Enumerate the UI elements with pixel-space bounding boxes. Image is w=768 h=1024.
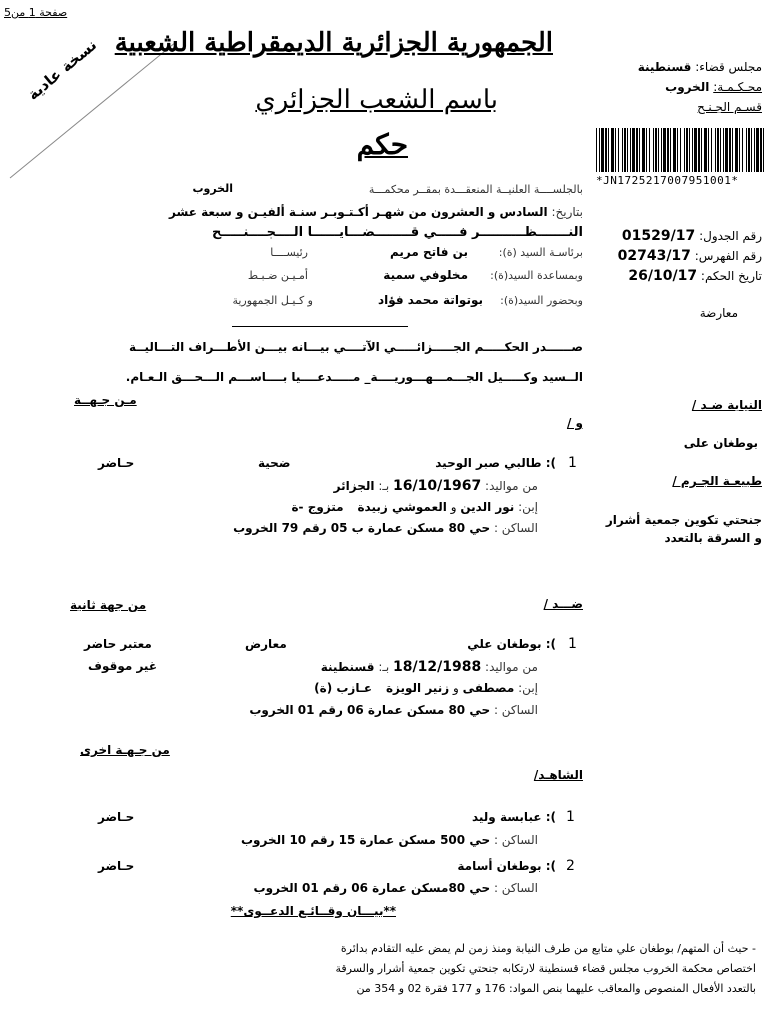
barcode-bar xyxy=(751,128,752,172)
party1-parents xyxy=(291,500,538,514)
witness2-address-label: الساكن : xyxy=(493,881,538,895)
barcode-bar xyxy=(739,128,740,172)
body-line-2: اختصاص محكمة الخروب مجلس قضاء قسنطينة لارتكابه جنحتي تكوين جمعية أشرار والسرقة xyxy=(335,962,756,975)
barcode-bar xyxy=(658,128,659,172)
barcode-bar xyxy=(698,128,700,172)
from-side-label: مـن جـهــة xyxy=(74,393,137,407)
party1-role: ضحية xyxy=(258,456,291,470)
witness1-name: ): عبابسة وليد xyxy=(471,810,556,824)
barcode-bar xyxy=(701,128,702,172)
court-row xyxy=(665,80,762,94)
barcode-bar xyxy=(670,128,671,172)
accused-birth-label: من مواليد: xyxy=(485,660,538,674)
people-heading: باسم الشعب الجزائري xyxy=(255,85,498,115)
session-date-label: بتاريخ: xyxy=(551,205,583,219)
party1-and: و xyxy=(450,500,457,514)
republic-heading: الجمهورية الجزائرية الديمقراطية الشعبية xyxy=(114,28,553,58)
barcode-bar xyxy=(756,128,759,172)
barcode-bar xyxy=(715,128,716,172)
barcode-bar xyxy=(601,128,604,172)
table-number-row xyxy=(622,228,762,244)
witness2-address-row xyxy=(254,881,538,895)
side-defendant: بوطغان على xyxy=(683,436,758,450)
party1-birth-date: 16/10/1967 xyxy=(393,478,482,494)
party1-address: حي 80 مسكن عمارة ب 05 رقم 79 الخروب xyxy=(233,521,491,535)
barcode-bar xyxy=(760,128,762,172)
barcode-bar xyxy=(596,128,597,172)
party1-birth xyxy=(334,478,538,494)
party1-father: نور الدين xyxy=(460,500,515,514)
accused-mother: زنير الويزة xyxy=(385,681,450,695)
witness1-number: 1 xyxy=(566,809,575,825)
assist-role: أمـيـن ضـبـط xyxy=(247,269,308,282)
barcode-bar xyxy=(622,128,623,172)
accused-birth-date: 18/12/1988 xyxy=(393,659,482,675)
barcode-bar xyxy=(723,128,724,172)
barcode-bar xyxy=(653,128,654,172)
date-label: تاريخ الحكم: xyxy=(700,269,762,283)
barcode-bar xyxy=(615,128,616,172)
body-line-3: بالتعدد الأفعال المنصوص والمعاقب عليهما بنص المواد: 176 و 177 فقرة 02 و 354 من xyxy=(356,982,756,995)
barcode-bar xyxy=(642,128,645,172)
index-label: رقم الفهرس: xyxy=(694,249,762,263)
session-date-row xyxy=(169,205,583,219)
barcode-bar xyxy=(639,128,640,172)
opposition-label: معارضة xyxy=(699,306,738,320)
presence-name: بوتواتة محمد فؤاد xyxy=(377,293,483,307)
barcode-bar xyxy=(711,128,712,172)
barcode-bar xyxy=(729,128,731,172)
separator-line xyxy=(232,326,408,327)
barcode-bar xyxy=(720,128,721,172)
presence-role: و كـيـل الجمهورية xyxy=(232,294,313,307)
barcode-bar xyxy=(763,128,764,172)
barcode-bar xyxy=(680,128,681,172)
prosecution-against: النيابة ضـد / xyxy=(691,398,762,412)
party1-marital: متزوج -ة xyxy=(291,500,344,514)
barcode-bar xyxy=(689,128,690,172)
accused-number: 1 xyxy=(568,636,577,652)
accused-name: ): بوطغان علي xyxy=(467,637,556,651)
stamp-text: نسخة عادية xyxy=(24,35,101,104)
barcode-bar xyxy=(686,128,688,172)
verdict-heading: حكم xyxy=(356,128,408,161)
barcode-bar xyxy=(692,128,693,172)
party1-parent-label: إبن: xyxy=(518,500,538,514)
facts-title: **بيـــان وقــائـع الدعــوى** xyxy=(230,904,396,918)
party1-name: ): طالبي صبر الوحيد xyxy=(435,456,556,470)
date-value: 26/10/17 xyxy=(628,268,698,284)
accused-birth xyxy=(321,659,538,675)
barcode-bar xyxy=(627,128,628,172)
index-number-row xyxy=(618,248,762,264)
charge-line-1: جنحتي تكوين جمعية أشرار xyxy=(605,513,762,527)
barcode-bar xyxy=(754,128,755,172)
party1-birth-place: الجزائر xyxy=(333,479,375,493)
witness2-name: ): بوطغان أسامة xyxy=(457,859,556,873)
barcode-bar xyxy=(646,128,647,172)
barcode-bar xyxy=(717,128,719,172)
accused-marital: عـازب (ة) xyxy=(314,681,373,695)
witness1-status: حـاضر xyxy=(98,810,135,824)
barcode-bar xyxy=(746,128,747,172)
party1-birth-in: بـ: xyxy=(378,479,390,493)
council-value: قسنطينة xyxy=(637,60,692,74)
barcode-bar xyxy=(611,128,614,172)
barcode-bar xyxy=(667,128,669,172)
party1-mother: العموشي زبيدة xyxy=(357,500,447,514)
barcode-bar xyxy=(694,128,697,172)
accused-birth-in: بـ: xyxy=(378,660,390,674)
accused-role: معارض xyxy=(245,637,287,651)
council-label: مجلس قضاء: xyxy=(695,60,762,74)
barcode-bar xyxy=(605,128,607,172)
party1-status: حـاضر xyxy=(98,456,135,470)
barcode-bar xyxy=(673,128,676,172)
barcode-bar xyxy=(677,128,678,172)
assist-name: مخلوفي سمية xyxy=(383,268,468,282)
prosecutor-line: الــسيد وكـــــيل الجـــمـــهـــوريــــة_ مـــــدعــــيا بــــاســـم الـــحـــق الـعـام. xyxy=(125,370,583,384)
barcode-bar xyxy=(624,128,626,172)
barcode-bar xyxy=(725,128,728,172)
party-and-label: و / xyxy=(566,416,583,430)
barcode-bar xyxy=(618,128,619,172)
accused-address: حي 80 مسكن عمارة 06 رقم 01 الخروب xyxy=(249,703,491,717)
accused-and: و xyxy=(452,681,459,695)
stamp-frame xyxy=(8,40,178,180)
court-label: محـكـمـة: xyxy=(713,80,762,94)
president-role: رئيســــا xyxy=(270,246,308,259)
accused-father: مصطفى xyxy=(462,681,515,695)
barcode-image xyxy=(596,128,766,172)
barcode-bar xyxy=(649,128,650,172)
party1-address-row xyxy=(233,521,538,535)
accused-address-label: الساكن : xyxy=(493,703,538,717)
court-value: الخروب xyxy=(665,80,710,94)
verdict-date-row xyxy=(628,268,762,284)
barcode-bar xyxy=(684,128,685,172)
witness-title: الشاهـد/ xyxy=(533,768,583,782)
presence-label: وبحضور السيد(ة): xyxy=(500,294,583,307)
session-subject: النـــــــظــــــــــر فـــــي قــــــــضـــايــــــا الــــجــــنـــــح xyxy=(211,225,583,240)
barcode-bar xyxy=(732,128,733,172)
section-label: قسـم الجـنـح xyxy=(697,100,762,114)
party1-number: 1 xyxy=(568,455,577,471)
party1-birth-label: من مواليد: xyxy=(485,479,538,493)
barcode-bar xyxy=(632,128,635,172)
page-number: صفحة 1 من5 xyxy=(4,6,68,19)
accused-birth-place: قسنطينة xyxy=(320,660,375,674)
barcode-bar xyxy=(748,128,750,172)
other-side-label: من جـهـة اخرى xyxy=(80,743,170,757)
body-line-1: - حيث أن المتهم/ بوطغان علي متابع من طرف النيابة ومنذ زمن لم يمض عليه التقادم بدائرة xyxy=(340,942,756,955)
council-row xyxy=(638,60,762,74)
barcode-bar xyxy=(742,128,743,172)
barcode-bar xyxy=(735,128,738,172)
session-place: الخروب xyxy=(192,182,233,195)
accused-status-2: غير موقوف xyxy=(88,659,158,673)
witness2-status: حـاضر xyxy=(98,859,135,873)
accused-status-1: معتبر حاضر xyxy=(84,637,152,651)
president-name: بن فاتح مريم xyxy=(390,245,468,259)
barcode-bar xyxy=(663,128,666,172)
witness2-number: 2 xyxy=(566,858,575,874)
barcode-bar xyxy=(661,128,662,172)
nature-label: طبيعـة الجـرم / xyxy=(672,474,762,488)
witness1-address: حي 500 مسكن عمارة 15 رقم 10 الخروب xyxy=(241,833,491,847)
barcode-bar xyxy=(704,128,707,172)
party1-address-label: الساكن : xyxy=(493,521,538,535)
barcode-bar xyxy=(608,128,609,172)
barcode-bar xyxy=(655,128,657,172)
issued-line: صــــــدر الحكـــــم الجـــــزائـــــي الآتــــي بيـــانه بيـــن الأطـــراف التـــاليــة xyxy=(129,340,583,354)
witness2-address: حي 80مسكن عمارة 06 رقم 01 الخروب xyxy=(253,881,491,895)
president-label: برئاسـة السيد (ة): xyxy=(498,246,583,259)
witness1-address-row xyxy=(241,833,538,847)
second-side-label: من جهة ثانية xyxy=(70,598,147,612)
session-date-value: السادس و العشرون من شهـر أكـتـوبـر سنـة ألفيـن و سبعة عشر xyxy=(169,205,548,219)
accused-address-row xyxy=(249,703,538,717)
barcode-text: *JN1725217007951001* xyxy=(596,174,739,187)
index-value: 02743/17 xyxy=(617,248,691,264)
table-value: 01529/17 xyxy=(621,228,696,244)
barcode-bar xyxy=(599,128,600,172)
session-line: بالجلســــة العلنيــة المنعقـــدة بمقــر محكمـــة xyxy=(368,183,583,196)
against-label: ضـــد / xyxy=(543,597,583,611)
barcode-bar xyxy=(708,128,709,172)
barcode-bar xyxy=(636,128,638,172)
witness1-address-label: الساكن : xyxy=(493,833,538,847)
accused-parent-label: إبن: xyxy=(518,681,538,695)
table-label: رقم الجدول: xyxy=(699,229,762,243)
charge-line-2: و السرقة بالتعدد xyxy=(664,531,762,545)
assist-label: وبمساعدة السيد(ة): xyxy=(490,269,583,282)
barcode-bar xyxy=(630,128,631,172)
accused-parents xyxy=(314,681,538,695)
